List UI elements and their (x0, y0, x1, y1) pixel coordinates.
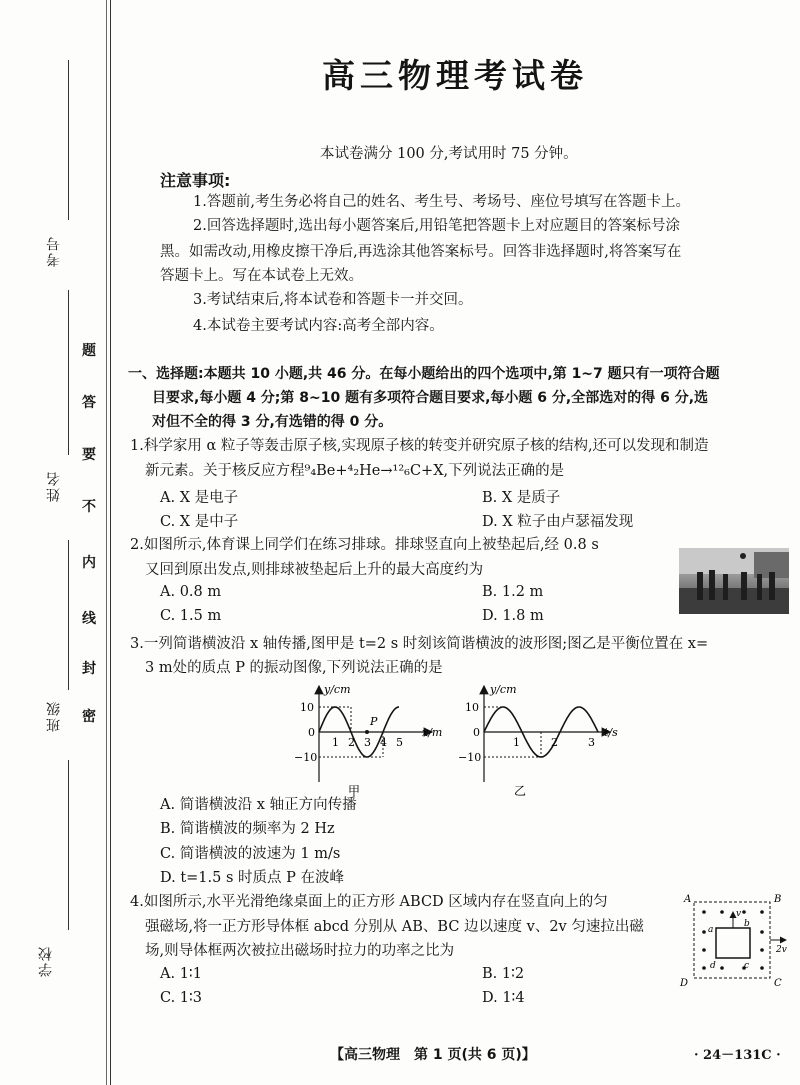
question-2-text: 又回到原出发点,则排球被垫起后上升的最大高度约为 (145, 562, 484, 578)
question-3-text: 3.一列简谐横波沿 x 轴传播,图甲是 t=2 s 时刻该简谐横波的波形图;图乙是平衡位置在 x= (130, 636, 709, 652)
q3-option-a: A. 简谐横波沿 x 轴正方向传播 (160, 797, 357, 813)
note-line: 1.答题前,考生务必将自己的姓名、考生号、考场号、座位号填写在答题卡上。 (193, 194, 690, 210)
question-4-text: 场,则导体框两次被拉出磁场时拉力的功率之比为 (145, 943, 455, 959)
exam-info: 本试卷满分 100 分,考试用时 75 分钟。 (320, 146, 578, 162)
section-instruction: 一、选择题:本题共 10 小题,共 46 分。在每小题给出的四个选项中,第 1~7 题只有一项符合题 (128, 366, 720, 382)
conductor-frame (716, 928, 750, 958)
graph-caption: 甲 (348, 784, 361, 798)
corner-label: A (684, 894, 692, 905)
velocity-label: v (736, 909, 742, 919)
frame-corner-label: c (744, 961, 750, 971)
note-line: 2.回答选择题时,选出每小题答案后,用铅笔把答题卡上对应题目的答案标号涂 (193, 218, 681, 234)
q4-option-c: C. 1∶3 (160, 990, 203, 1006)
frame-corner-label: b (744, 919, 750, 929)
graph-jia (294, 683, 442, 798)
note-line: 黑。如需改动,用橡皮擦干净后,再选涂其他答案标号。回答非选择题时,将答案写在 (160, 244, 682, 260)
q3-option-d: D. t=1.5 s 时质点 P 在波峰 (160, 870, 344, 886)
y-tick: 10 (300, 701, 314, 714)
x-axis-label: x/m (422, 726, 443, 739)
question-1-text: 新元素。关于核反应方程⁹₄Be+⁴₂He→¹²₆C+X,下列说法正确的是 (145, 463, 565, 479)
class-fill-line (68, 540, 69, 690)
q4-option-b: B. 1∶2 (482, 966, 525, 982)
x-tick: 4 (380, 736, 387, 749)
nuclear-equation: ⁹₄Be+⁴₂He→¹²₆C+X (304, 463, 444, 479)
page-title: 高三物理考试卷 (322, 56, 588, 95)
velocity-label: 2v (776, 945, 787, 955)
t-tick: 3 (588, 736, 595, 749)
corner-label: D (680, 978, 689, 989)
q4-option-d: D. 1∶4 (482, 990, 525, 1006)
question-4-text: 4.如图所示,水平光滑绝缘桌面上的正方形 ABCD 区域内存在竖直向上的匀 (130, 894, 608, 910)
q4-option-a: A. 1∶1 (160, 966, 202, 982)
t-tick: 2 (551, 736, 558, 749)
margin-warning-char: 内 (82, 555, 96, 571)
page-footer: 【高三物理 第 1 页(共 6 页)】 (330, 1047, 536, 1063)
name-fill-line (68, 290, 69, 455)
question-3-text: 3 m处的质点 P 的振动图像,下列说法正确的是 (145, 660, 443, 676)
graph-yi (458, 683, 618, 798)
margin-warning-char: 题 (82, 343, 96, 359)
field-region (694, 902, 770, 978)
point-p (365, 730, 369, 734)
volleyball-photo (679, 548, 789, 614)
question-1-text: 1.科学家用 α 粒子等轰击原子核,实现原子核的转变并研究原子核的结构,还可以发现和制造 (130, 438, 709, 454)
t-tick: 1 (513, 736, 520, 749)
exam-no-label: 考号 (46, 235, 62, 267)
name-label: 姓名 (46, 470, 62, 502)
y-tick: 0 (308, 726, 315, 739)
q2-option-c: C. 1.5 m (160, 608, 222, 624)
y-axis-label: y/cm (324, 683, 351, 696)
q3-option-b: B. 简谐横波的频率为 2 Hz (160, 821, 335, 837)
margin-warning-char: 要 (82, 447, 96, 463)
point-p-label: P (370, 715, 378, 728)
school-fill-line (68, 760, 69, 930)
note-line: 4.本试卷主要考试内容:高考全部内容。 (193, 318, 444, 334)
class-label: 班级 (46, 700, 62, 732)
corner-label: C (774, 978, 782, 989)
q1-option-a: A. X 是电子 (160, 490, 239, 506)
note-line: 答题卡上。写在本试卷上无效。 (160, 268, 363, 284)
margin-warning-char: 封 (82, 661, 96, 677)
section-instruction: 对但不全的得 3 分,有选错的得 0 分。 (152, 414, 393, 430)
frame-corner-label: a (708, 925, 714, 935)
section-instruction: 目要求,每小题 4 分;第 8~10 题有多项符合题目要求,每小题 6 分,全部选对的得 6 分,选 (152, 390, 709, 406)
wave-graphs (290, 680, 630, 800)
x-tick: 5 (396, 736, 403, 749)
margin-warning-char: 不 (82, 499, 96, 515)
question-2-text: 2.如图所示,体育课上同学们在练习排球。排球竖直向上被垫起后,经 0.8 s (130, 537, 599, 553)
frame-corner-label: d (710, 961, 716, 971)
y-axis-label: y/cm (490, 683, 517, 696)
corner-label: B (774, 894, 782, 905)
q2-option-a: A. 0.8 m (160, 584, 222, 600)
q2-option-b: B. 1.2 m (482, 584, 544, 600)
y-tick: 10 (465, 701, 479, 714)
school-label: 学校 (38, 945, 54, 977)
binding-line (110, 0, 111, 1085)
q2-option-d: D. 1.8 m (482, 608, 544, 624)
margin-warning-char: 密 (82, 709, 96, 725)
magnetic-field-figure (674, 890, 794, 990)
y-tick: −10 (294, 751, 318, 764)
x-tick: 2 (348, 736, 355, 749)
question-4-text: 强磁场,将一正方形导体框 abcd 分别从 AB、BC 边以速度 v、2v 匀速拉出磁 (145, 919, 644, 935)
margin-warning-char: 答 (82, 395, 96, 411)
x-tick: 3 (364, 736, 371, 749)
paper-code: · 24－131C · (694, 1048, 781, 1063)
y-tick: −10 (458, 751, 482, 764)
q1-option-b: B. X 是质子 (482, 490, 561, 506)
x-tick: 1 (332, 736, 339, 749)
graph-caption: 乙 (514, 784, 527, 798)
y-tick: 0 (473, 726, 480, 739)
q1-option-d: D. X 粒子由卢瑟福发现 (482, 514, 634, 530)
q3-option-c: C. 简谐横波的波速为 1 m/s (160, 846, 341, 862)
margin-warning-char: 线 (82, 611, 96, 627)
note-line: 3.考试结束后,将本试卷和答题卡一并交回。 (193, 292, 473, 308)
q1-option-c: C. X 是中子 (160, 514, 239, 530)
notes-heading: 注意事项: (160, 171, 231, 190)
binding-line-inner (106, 0, 107, 1085)
t-axis-label: t/s (604, 726, 618, 739)
